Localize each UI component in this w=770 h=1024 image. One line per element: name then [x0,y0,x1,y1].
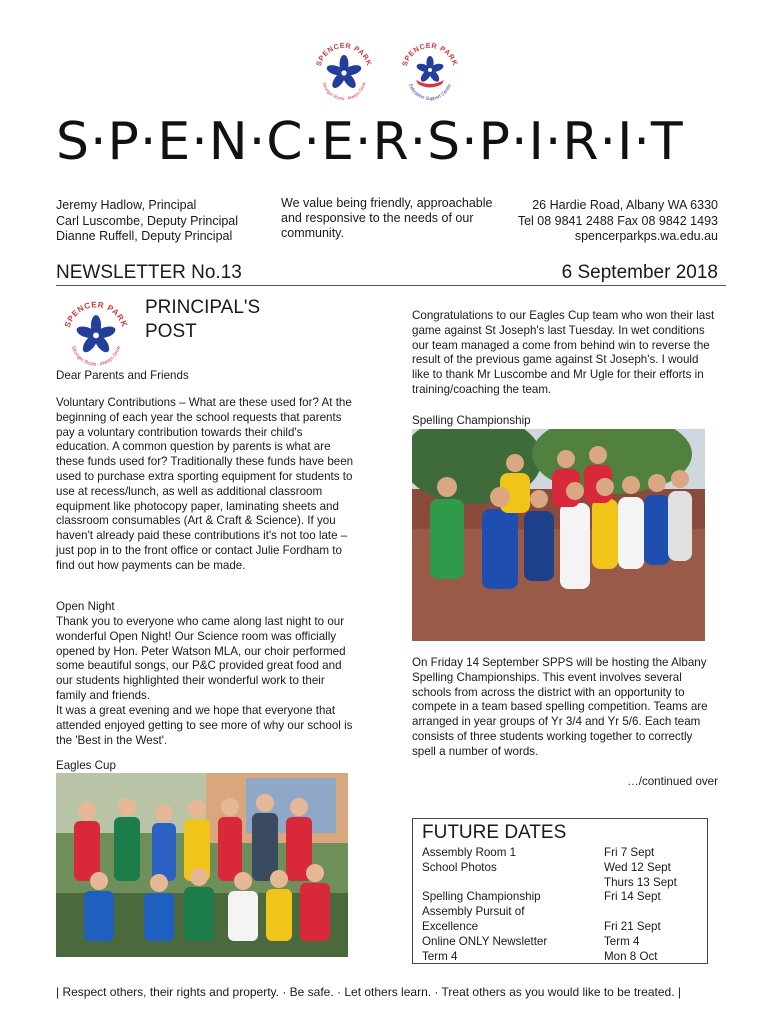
event-name: Excellence [422,919,479,933]
future-date-row [422,861,698,876]
future-date-row [422,905,698,920]
spencer-park-small-logo [60,296,132,368]
spelling-championship-photo [412,429,705,641]
future-dates-title: FUTURE DATES [422,822,567,843]
contact-info [518,198,718,245]
future-date-row [422,935,698,950]
event-name: Spelling Championship [422,890,541,904]
staff-list [56,198,238,245]
header-divider [56,285,726,286]
logo-bottom-text: Stronger Roots · Always Grow [69,345,123,368]
event-date: Fri 14 Sept [604,890,661,904]
section-title-principals-post: PRINCIPAL'S POST [145,297,261,342]
staff-principal: Jeremy Hadlow, Principal [56,198,197,212]
future-dates-box [412,818,708,964]
event-date: Fri 7 Sept [604,846,655,859]
spencer-park-logo [312,38,376,102]
event-name: Term 4 [422,949,458,963]
event-date: Thurs 13 Sept [604,875,677,889]
issue-date: 6 September 2018 [561,262,718,283]
spelling-championship-heading: Spelling Championship [412,414,531,427]
logo-top-text: SPENCER PARK [62,300,130,329]
school-values: We value being friendly, approachable and responsive to the needs of our community. [281,196,493,240]
event-date [604,905,698,920]
address: 26 Hardie Road, Albany WA 6330 [532,198,718,212]
future-date-row [422,950,698,965]
event-name: Assembly Pursuit of [422,905,525,919]
phone-fax: Tel 08 9841 2488 Fax 08 9842 1493 [517,213,718,228]
open-night-heading: Open Night [56,600,115,613]
logo-top-text: SPENCER PARK [399,40,461,68]
svg-text:Stronger Roots · Always Grow [70,345,122,368]
staff-deputy-1: Carl Luscombe, Deputy Principal [56,213,239,228]
school-motto-footer: | Respect others, their rights and property. · Be safe. · Let others learn. · Treat others as you would like to be treated. | [56,985,681,999]
open-night-paragraph-2: It was a great evening and we hope that everyone that attended enjoyed getting to see more of why our school is the 'Best in the West'. [56,704,353,747]
future-date-row [422,890,698,905]
logo-bottom-text: Education Support Centre [407,83,453,102]
education-support-centre-logo [398,38,462,102]
svg-text:Stronger Roots · Always Grow [322,81,367,101]
spelling-championship-paragraph: On Friday 14 September SPPS will be hosting the Albany Spelling Championships. This event involves several schools from across the district with an opportunity to compete in a team based spelling competition. Teams are arranged in year groups of Yr 3/4 and Yr 5/6. Each team consists of three students working together to correctly spell a number of words. [412,656,708,758]
event-date: Mon 8 Oct [604,949,658,963]
logo-bottom-text: Stronger Roots · Always Grow [321,81,367,102]
open-night-paragraph: Thank you to everyone who came along last night to our wonderful Open Night! Our Science room was officially opened by Hon. Peter Watson MLA, our choir performed some beautiful songs, our P&C provided great food and our students highlighted their wonderful work to their family and friends. [56,615,346,702]
website-link[interactable]: spencerparkps.wa.edu.au [574,229,718,243]
newsletter-masthead: S·P·E·N·C·E·R·S·P·I·R·I·T [56,112,684,172]
eagles-cup-paragraph: Congratulations to our Eagles Cup team who won their last game against St Joseph's last Tuesday. In wet conditions our team managed a come from behind win to reverse the result of the previous game against St Joseph's. I would like to thank Mr Luscombe and Mr Ugle for their efforts in training/coaching the team. [412,309,715,396]
event-name: Online ONLY Newsletter [422,934,548,948]
event-name [422,876,604,891]
event-date: Fri 21 Sept [604,919,661,933]
event-name: School Photos [422,860,497,874]
newsletter-number: NEWSLETTER No.13 [56,262,242,283]
continued-over-note: …/continued over [627,775,718,788]
future-date-row [422,920,698,935]
eagles-cup-team-photo [56,773,348,957]
logo-top-text: SPENCER PARK [313,40,375,68]
event-name: Assembly Room 1 [422,846,517,859]
event-date: Wed 12 Sept [604,860,671,874]
staff-deputy-2: Dianne Ruffell, Deputy Principal [56,229,233,243]
eagles-cup-heading: Eagles Cup [56,759,116,772]
voluntary-contributions-paragraph: Voluntary Contributions – What are these used for? At the beginning of each year the school requests that parents pay a voluntary contribution towards their child's education. A common question by parents is what are these funds used for? Traditionally these funds have been used to purchase extra sporting equipment for students to use at recess/lunch, as well as additional classroom equipment like photocopy paper, laminating sheets and classroom consumables (Art & Craft & Science). If you haven't already paid these contributions it's not too late – just pop in to the front office or contact Julie Fordham to find out how payments can be made. [56,396,354,572]
event-date: Term 4 [604,934,640,948]
greeting: Dear Parents and Friends [56,369,189,382]
future-date-row [422,876,698,891]
future-date-row [422,846,698,861]
